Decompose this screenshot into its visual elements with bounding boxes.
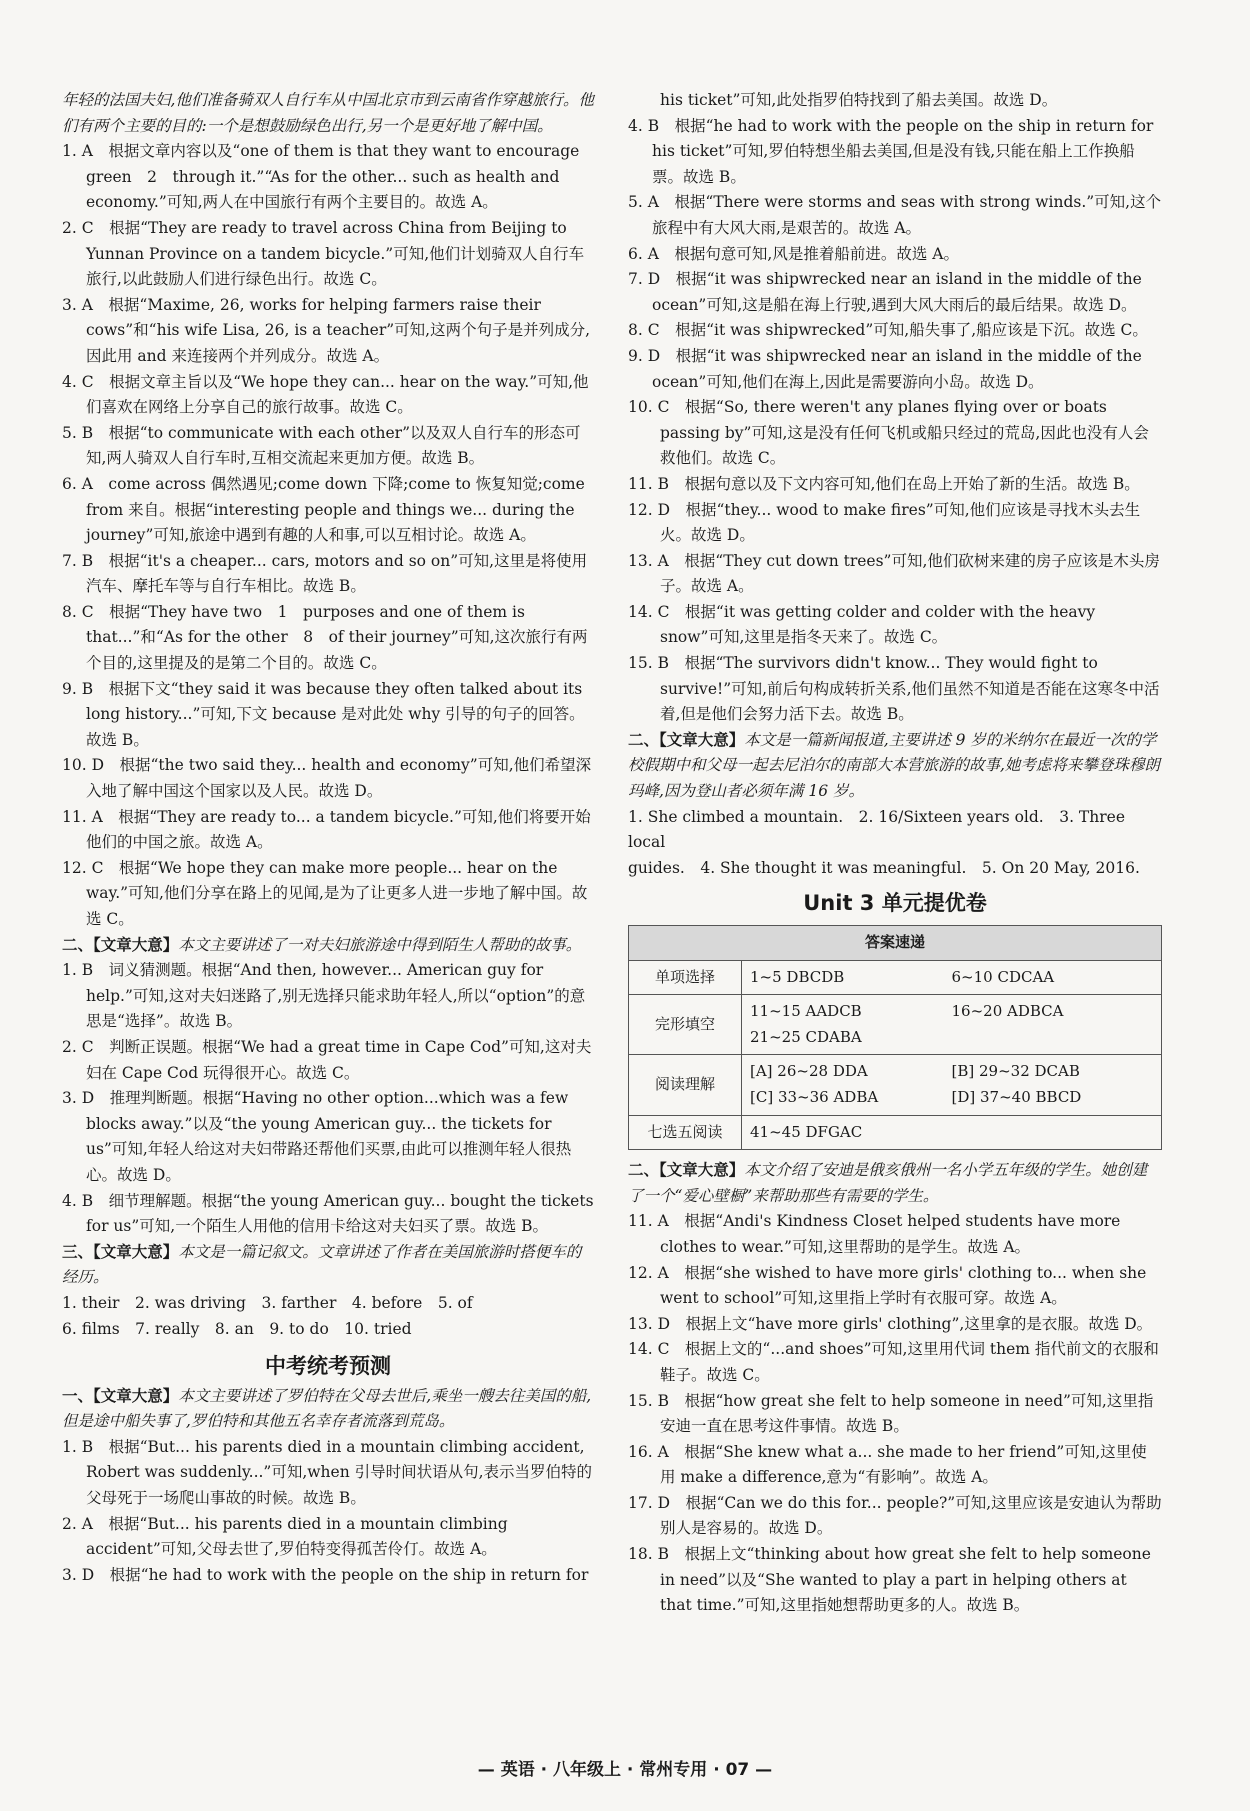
answer-item: 16. A 根据“She knew what a... she made to her friend”可知,这里使用 make a difference,意为“有影响”。故选 A。: [628, 1442, 1147, 1487]
answer-range: 11~15 AADCB: [750, 1002, 862, 1021]
section-summary-text: 本文主要讲述了一对夫妇旅游途中得到陌生人帮助的故事。: [178, 935, 582, 954]
section-heading: 三、【文章大意】: [62, 1242, 179, 1261]
section-heading: 二、【文章大意】: [628, 730, 745, 749]
answer-range: 41~45 DFGAC: [750, 1122, 863, 1141]
table-row: [629, 1115, 1162, 1150]
fill-in-answers-row: 6. films 7. really 8. an 9. to do 10. tried: [62, 1319, 412, 1338]
answer-range: 6~10 CDCAA: [951, 967, 1055, 986]
answer-item: 13. A 根据“They cut down trees”可知,他们砍树来建的房子应该是木头房子。故选 A。: [628, 551, 1160, 596]
section-1-answers: [62, 139, 594, 932]
section-summary-text: 本文介绍了安迪是俄亥俄州一名小学五年级的学生。她创建了一个“爱心壁橱”来帮助那些有需要的学生。: [628, 1161, 1148, 1205]
answer-item: 11. A 根据“Andi's Kindness Closet helped students have more clothes to wear.”可知,这里帮助的是学生。故选 A。: [628, 1212, 1121, 1256]
section-heading: 二、【文章大意】: [628, 1161, 745, 1180]
table-cell-answers: [742, 995, 1162, 1055]
section-summary-text: 本文主要讲述了罗伯特在父母去世后,乘坐一艘去往美国的船,但是途中船失事了,罗伯特和其他五名幸存者流落到荒岛。: [62, 1386, 592, 1431]
answer-item: 1. B 词义猜测题。根据“And then, however... American guy for help.”可知,这对夫妇迷路了,别无选择只能求助年轻人,所以“option”的意思是“选择”。故选 B。: [62, 961, 586, 1031]
answer-item: 5. B 根据“to communicate with each other”以及双人自行车的形态可知,两人骑双人自行车时,互相交流起来更加方便。故选 B。: [62, 423, 581, 468]
answer-range: [A] 26~28 DDA: [750, 1062, 868, 1081]
answer-item: 11. A 根据“They are ready to... a tandem bicycle.”可知,他们将要开始他们的中国之旅。故选 A。: [62, 807, 591, 852]
table-row: [629, 1055, 1162, 1115]
answer-item: 1. B 根据“But... his parents died in a mountain climbing accident, Robert was suddenly...”可知,when 引导时间状语从句,表示当罗伯特的父母死于一场爬山事故的时候。故选 B。: [62, 1437, 593, 1508]
answer-item: 8. C 根据“They have two 1 purposes and one of them is that...”和“As for the other 8 of their journey”可知,这次旅行有两个目的,这里提及的是第二个目的。故选 C。: [62, 602, 588, 673]
short-answers-row: 1. She climbed a mountain. 2. 16/Sixteen years old. 3. Three local: [628, 807, 1126, 852]
table-row: [629, 995, 1162, 1055]
table-cell-answers: [742, 960, 1162, 995]
answer-item: 12. C 根据“We hope they can make more people... hear on the way.”可知,他们分享在路上的见闻,是为了让更多人进一步地了解中国。故选 C。: [62, 858, 588, 928]
left-column: [62, 88, 594, 1588]
answer-key-table: [628, 925, 1162, 1150]
table-cell-category: 阅读理解: [629, 1055, 742, 1115]
table-cell-category: 单项选择: [629, 960, 742, 995]
answer-item: 2. C 判断正误题。根据“We had a great time in Cape Cod”可知,这对夫妇在 Cape Cod 玩得很开心。故选 C。: [62, 1037, 592, 1082]
answer-range: [C] 33~36 ADBA: [750, 1087, 879, 1106]
table-cell-answers: [742, 1115, 1162, 1150]
exam-prediction-title: 中考统考预测: [265, 1354, 391, 1379]
answer-item: 11. B 根据句意以及下文内容可知,他们在岛上开始了新的生活。故选 B。: [628, 474, 1140, 493]
unit-title: Unit 3 单元提优卷: [803, 891, 987, 916]
table-header: 答案速递: [629, 926, 1162, 961]
exam-section-summary: [62, 1384, 594, 1435]
answer-item: 9. B 根据下文“they said it was because they often talked about its long history...”可知,下文 because 是对此处 why 引导的句子的回答。故选 B。: [62, 679, 585, 749]
section-summary-text: 本文是一篇新闻报道,主要讲述 9 岁的米纳尔在最近一次的学校假期中和父母一起去尼泊尔的南部大本营旅游的故事,她考虑将来攀登珠穆朗玛峰,因为登山者必须年满 16 岁。: [628, 730, 1160, 801]
answer-item: 12. D 根据“they... wood to make fires”可知,他们应该是寻找木头去生火。故选 D。: [628, 500, 1141, 545]
answer-item: 10. C 根据“So, there weren't any planes flying over or boats passing by”可知,这是没有任何飞机或船只经过的荒岛,因此也没有人会救他们。故选 C。: [628, 398, 1149, 468]
answer-item: 6. A 根据句意可知,风是推着船前进。故选 A。: [628, 244, 959, 263]
answer-item: 15. B 根据“The survivors didn't know... They would fight to survive!”可知,前后句构成转折关系,他们虽然不知道是否能在这寒冬中活着,但是他们会努力活下去。故选 B。: [628, 654, 1160, 724]
answer-item-continued: his ticket”可知,此处指罗伯特找到了船去美国。故选 D。: [660, 91, 1058, 109]
answer-item: 4. B 细节理解题。根据“the young American guy... bought the tickets for us”可知,一个陌生人用他的信用卡给这对夫妇买了票。故选 B。: [62, 1191, 594, 1236]
section-heading: 一、【文章大意】: [62, 1386, 179, 1405]
short-answers-row: guides. 4. She thought it was meaningful. 5. On 20 May, 2016.: [628, 858, 1140, 877]
right-column: [628, 88, 1162, 1619]
table-cell-answers: [742, 1055, 1162, 1115]
answer-item: 2. C 根据“They are ready to travel across China from Beijing to Yunnan Province on a tandem bicycle.”可知,他们计划骑双人自行车旅行,以此鼓励人们进行绿色出行。故选 C。: [62, 218, 585, 289]
answer-item: 3. D 推理判断题。根据“Having no other option...which was a few blocks away.”以及“the young American guy... the tickets for us”可知,年轻人给这对夫妇带路还帮他们买票,由此可以推测年轻人很热心。故选 D。: [62, 1089, 572, 1184]
intro-paragraph: 年轻的法国夫妇,他们准备骑双人自行车从中国北京市到云南省作穿越旅行。他们有两个主要的目的:一个是想鼓励绿色出行,另一个是更好地了解中国。: [62, 91, 594, 135]
answer-item: 1. A 根据文章内容以及“one of them is that they want to encourage green 2 through it.”“As for the other... such as health and economy.”可知,两人在中国旅行有两个主要目的。故选 A。: [62, 142, 580, 212]
answer-item: 14. C 根据上文的“...and shoes”可知,这里用代词 them 指代前文的衣服和鞋子。故选 C。: [628, 1340, 1159, 1384]
section-heading: 二、【文章大意】: [62, 935, 179, 954]
answer-range: 1~5 DBCDB: [750, 967, 845, 986]
section-summary: [628, 1158, 1162, 1209]
answer-item: 12. A 根据“she wished to have more girls' clothing to... when she went to school”可知,这里指上学时有衣服可穿。故选 A。: [628, 1263, 1147, 1308]
answer-item: 6. A come across 偶然遇见;come down 下降;come to 恢复知觉;come from 来自。根据“interesting people and things we... during the journey”可知,旅途中遇到有趣的人和事,可以互相讨论。故选 A。: [62, 474, 585, 545]
answer-item: 7. D 根据“it was shipwrecked near an island in the middle of the ocean”可知,这是船在海上行驶,遇到大风大雨后的最后结果。故选 D。: [628, 270, 1142, 314]
answer-item: 3. D 根据“he had to work with the people on the ship in return for: [62, 1565, 589, 1584]
answer-item: 8. C 根据“it was shipwrecked”可知,船失事了,船应该是下沉。故选 C。: [628, 321, 1148, 340]
section-3-summary: [62, 1240, 594, 1291]
answer-item: 17. D 根据“Can we do this for... people?”可知,这里应该是安迪认为帮助别人是容易的。故选 D。: [628, 1493, 1162, 1538]
answer-range: [B] 29~32 DCAB: [951, 1062, 1080, 1081]
answer-item: 14. C 根据“it was getting colder and colder with the heavy snow”可知,这里是指冬天来了。故选 C。: [628, 602, 1096, 647]
answer-item: 4. C 根据文章主旨以及“We hope they can... hear on the way.”可知,他们喜欢在网络上分享自己的旅行故事。故选 C。: [62, 372, 589, 417]
table-cell-category: 完形填空: [629, 995, 742, 1055]
page-footer: — 英语 · 八年级上 · 常州专用 · 07 —: [477, 1760, 773, 1780]
fill-in-answers-row: 1. their 2. was driving 3. farther 4. before 5. of: [62, 1293, 473, 1312]
answer-range: 16~20 ADBCA: [951, 1002, 1064, 1021]
answer-item: 3. A 根据“Maxime, 26, works for helping farmers raise their cows”和“his wife Lisa, 26, is a teacher”可知,这两个句子是并列成分,因此用 and 来连接两个并列成分。故选 A。: [62, 295, 591, 365]
answer-item: 5. A 根据“There were storms and seas with strong winds.”可知,这个旅程中有大风大雨,是艰苦的。故选 A。: [628, 193, 1162, 237]
answer-item: 4. B 根据“he had to work with the people on the ship in return for his ticket”可知,罗伯特想坐船去美国,但是没有钱,只能在船上工作换船票。故选 B。: [628, 116, 1154, 186]
answer-item: 9. D 根据“it was shipwrecked near an island in the middle of the ocean”可知,他们在海上,因此是需要游向小岛。故选 D。: [628, 346, 1142, 391]
answer-item: 10. D 根据“the two said they... health and economy”可知,他们希望深入地了解中国这个国家以及人民。故选 D。: [62, 756, 592, 801]
section-summary-text: 本文是一篇记叙文。文章讲述了作者在美国旅游时搭便车的经历。: [62, 1242, 582, 1287]
answer-item: 18. B 根据上文“thinking about how great she felt to help someone in need”以及“She wanted to play a part in helping others at that time.”可知,这里指她想帮助更多的人。故选 B。: [628, 1545, 1151, 1615]
answer-item: 2. A 根据“But... his parents died in a mountain climbing accident”可知,父母去世了,罗伯特变得孤苦伶仃。故选 A。: [62, 1514, 508, 1559]
section-2-summary: [628, 728, 1162, 805]
table-row: [629, 960, 1162, 995]
answer-range: 21~25 CDABA: [750, 1027, 862, 1046]
section-2-summary: [62, 933, 594, 959]
answer-item: 13. D 根据上文“have more girls' clothing”,这里拿的是衣服。故选 D。: [628, 1314, 1153, 1333]
answer-item: 15. B 根据“how great she felt to help someone in need”可知,这里指安迪一直在思考这件事情。故选 B。: [628, 1391, 1154, 1436]
answer-range: [D] 37~40 BBCD: [951, 1087, 1082, 1106]
answer-item: 7. B 根据“it's a cheaper... cars, motors and so on”可知,这里是将使用汽车、摩托车等与自行车相比。故选 B。: [62, 551, 588, 596]
table-cell-category: 七选五阅读: [629, 1115, 742, 1150]
